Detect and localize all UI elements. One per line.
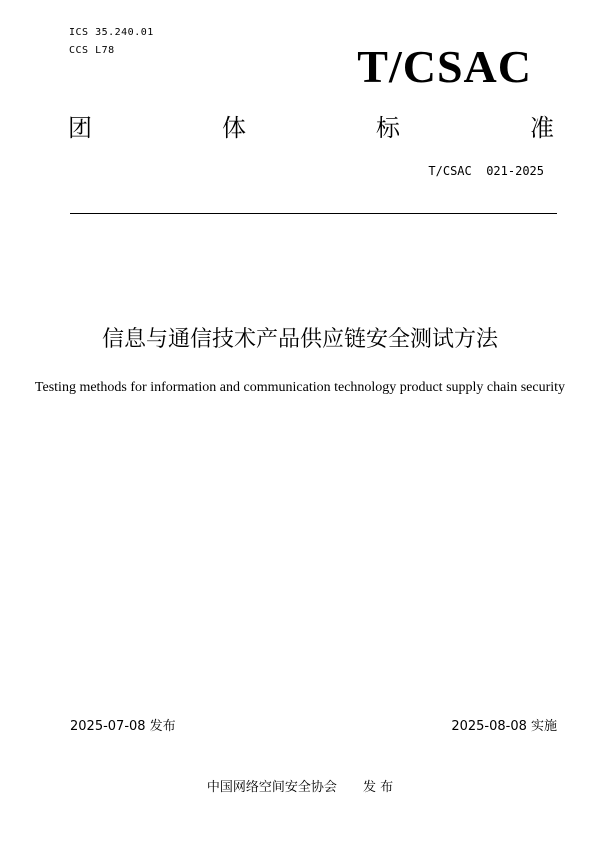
ccs-classification: CCS L78 bbox=[69, 45, 115, 56]
standard-category bbox=[68, 116, 554, 140]
publisher-line bbox=[0, 776, 600, 795]
publisher-name: 中国网络空间安全协会 bbox=[206, 780, 337, 795]
implementation-date: 2025-08-08 实施 bbox=[451, 719, 557, 734]
title-english: Testing methods for information and communication technology product supply chain security bbox=[34, 380, 566, 395]
category-char: 准 bbox=[530, 114, 554, 142]
publish-action: 发 布 bbox=[362, 780, 394, 795]
category-char: 标 bbox=[376, 114, 400, 142]
category-char: 体 bbox=[222, 114, 246, 142]
issue-date: 2025-07-08 发布 bbox=[70, 719, 176, 734]
header-divider bbox=[70, 213, 557, 214]
title-chinese: 信息与通信技术产品供应链安全测试方法 bbox=[101, 327, 498, 352]
standard-logo: T/CSAC bbox=[357, 41, 532, 92]
ics-classification: ICS 35.240.01 bbox=[69, 27, 154, 38]
standard-code: T/CSAC 021-2025 bbox=[428, 164, 544, 178]
category-char: 团 bbox=[68, 114, 92, 142]
